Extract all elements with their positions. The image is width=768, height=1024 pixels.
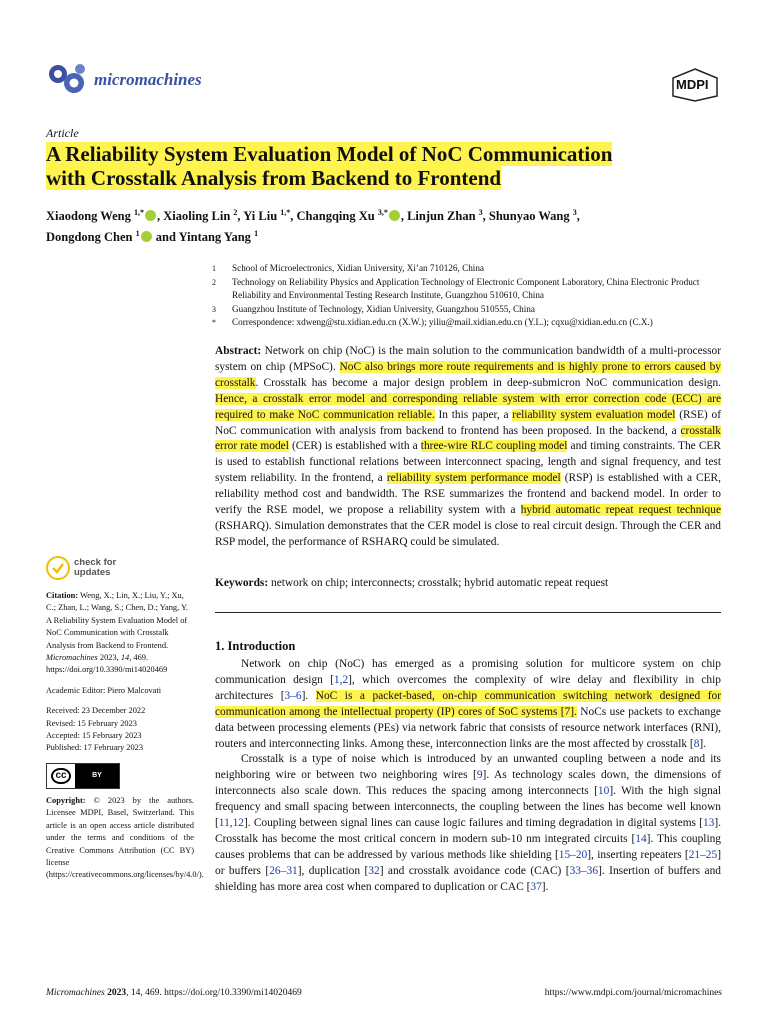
citation: Citation: Weng, X.; Lin, X.; Liu, Y.; Xu, C.; Zhan, L.; Wang, S.; Chen, D.; Yang, Y. A Reliability System Evaluation Model of NoC Communication with Crosstalk Analysis from Backend to Frontend. Micromachines 2023, 14, 469. https://doi.org/10.3390/mi14020469 [46,591,189,675]
keywords-label: Keywords: [215,577,269,589]
affiliation-row [212,276,732,303]
affiliations [212,262,732,330]
affiliation-text: Technology on Reliability Physics and Application Technology of Electronic Component Laboratory, China Electronic Product Reliability and Environmental Testing Research Institute, Guangzhou 510610, China [232,276,700,300]
check-for-updates-label: check for updates [74,557,117,578]
author-name[interactable]: Shunyao Wang [488,209,570,224]
author-affil-sup: 3 [572,208,577,217]
correspondence-text: Correspondence: xdweng@stu.xidian.edu.cn (X.W.); yiliu@mail.xidian.edu.cn (Y.L.); cqxu@xidian.edu.cn (C.X.) [232,317,653,327]
author-name[interactable]: Yintang Yang [178,230,251,245]
article-type: Article [46,126,79,140]
title-line-1: A Reliability System Evaluation Model of NoC Communication [46,142,613,166]
citation-link[interactable]: 33–36 [569,864,599,877]
orcid-icon[interactable] [145,210,156,221]
accepted-date: Accepted: 15 February 2023 [46,731,142,741]
divider [215,612,721,613]
revised-date: Revised: 15 February 2023 [46,718,137,728]
author-affil-sup: 1,* [134,208,144,217]
paragraph: Crosstalk is a type of noise which is introduced by an unwanted coupling between a node and its neighboring wire or between two neighboring wires [9]. As technology scales down, the dimensions of interconnects also scale down. This reduces the spacing among interconnects [10]. With the high signal frequency and small spacing between interconnects, the coupling between the lines has become well known [11,12]. Coupling between signal lines can cause logic failures and timing degradation in digital systems [13]. Crosstalk has become the most critical concern in modern sub-10 nm integrated circuits [14]. This coupling causes problems that can be addressed by various methods like shielding [15–20], inserting repeaters [21–25] or buffers [26–31], duplication [32] and crosstalk avoidance code (CAC) [33–36]. Insertion of buffers and shielding has more area cost when compared to duplication or CAC [37]. [215,753,722,893]
highlighted-text: crosstalk error rate model [215,424,721,453]
copyright: Copyright: © 2023 by the authors. Licensee MDPI, Basel, Switzerland. This article is an open access article distributed under the terms and conditions of the Creative Commons Attribution (CC BY) license (https://creativecommons.org/licenses/by/4.0/). [46,795,204,880]
paragraph: Network on chip (NoC) has emerged as a promising solution for multicore system on chip communication design [1,2], which overcomes the complexity of wire delay and flexibility in chip architectures [3–6]. NoC is a packet-based, on-chip communication switching network designed for communication among the intellectual property (IP) cores of SoC systems [7]. NoCs use packets to exchange data between processing elements (PEs) via network fabric that consists of resource network interfaces (RNI), routers and interconnecting links. Among these, interconnection links are the most affected by crosstalk [8]. [215,658,721,750]
highlighted-text: reliability system evaluation model [512,408,676,421]
affiliation-number: 1 [212,264,216,273]
highlighted-text: three-wire RLC coupling model [420,440,568,453]
affiliation-row [212,303,732,317]
affiliation-text: School of Microelectronics, Xidian University, Xi’an 710126, China [232,263,485,273]
abstract-text: Network on chip (NoC) is the main solution to the communication bandwidth of a multi-processor system on chip (MPSoC). [215,345,721,373]
affiliation-number: * [212,318,216,327]
citation-link[interactable]: 8 [693,737,700,750]
author-conjunction: and [155,230,176,245]
author-name[interactable]: Changqing Xu [296,209,375,224]
micromachines-logo-icon [46,62,88,96]
orcid-icon[interactable] [389,210,400,221]
abstract [215,344,721,551]
citation-link[interactable]: 26–31 [269,864,298,877]
author-name[interactable]: Xiaoling Lin [163,209,231,224]
affiliation-number: 3 [212,304,216,314]
citation-link[interactable]: 9 [476,769,483,782]
by-icon: BY [92,771,102,779]
author-affil-sup: 1 [135,229,140,239]
journal-name: micromachines [94,70,202,89]
affiliation-number: 2 [212,277,216,287]
received-date: Received: 23 December 2022 [46,706,146,716]
academic-editor: Academic Editor: Piero Malcovati [46,685,162,695]
cc-by-license-badge[interactable] [46,763,120,789]
affiliation-row [212,262,732,276]
abstract-text: (RSP) is established with a CER, reliability method cost and bandwidth. The RSE summarizes the frontend and backend model. In order to verify the RSE model, we propose a reliability system with a [215,472,721,517]
citation-link[interactable]: 15–20 [558,848,588,861]
citation-link[interactable]: 14 [635,832,647,845]
correspondence-row [212,316,732,330]
citation-link[interactable]: 3–6 [284,689,302,702]
keywords [215,577,721,589]
author-affil-sup: 3 [478,208,483,217]
citation-link[interactable]: 21–25 [688,848,718,861]
highlighted-text: hybrid automatic repeat request technique [520,504,721,517]
citation-link[interactable]: 32 [368,864,380,877]
citation-link[interactable]: 13 [702,817,715,830]
page-footer [46,988,722,998]
article-title [46,142,736,190]
author-name[interactable]: Yi Liu [243,209,278,224]
introduction-body [215,657,721,896]
highlighted-text: reliability system performance model [386,472,561,485]
mdpi-logo[interactable] [668,68,722,102]
author-affil-sup: 1,* [280,208,291,217]
section-heading: 1. Introduction [215,639,296,653]
check-for-updates-button[interactable] [46,556,194,580]
title-line-2: with Crosstalk Analysis from Backend to Frontend [46,166,502,190]
author-name[interactable]: Linjun Zhan [407,209,476,224]
abstract-text: (RSE) of NoC communication with analysis from backend to frontend has been proposed. In the backend, a [215,408,721,437]
highlighted-text: NoC is a packet-based, on-chip communication switching network designed for communication among the intellectual property (IP) cores of SoC systems [7]. [215,689,721,718]
abstract-label: Abstract: [215,345,262,357]
keywords-text: network on chip; interconnects; crosstalk; hybrid automatic repeat request [268,577,609,589]
journal-url-link[interactable]: https://www.mdpi.com/journal/micromachines [544,988,722,998]
author-affil-sup: 2 [233,208,238,217]
author-name[interactable]: Xiaodong Weng [46,209,131,224]
abstract-text: and timing constraints. The CER is used to establish functional relations between interconnect spacing, length and signal frequency, and test system reliability. In the frontend, a [215,440,721,485]
published-date: Published: 17 February 2023 [46,743,144,753]
abstract-text: (CER) is established with a [288,440,421,453]
abstract-text: (RSHARQ). Simulation demonstrates that the CER model is close to real circuit design. Through the CER and RSP model, the performance of RSHARQ could be simulated. [215,519,721,548]
citation-link[interactable]: 10 [597,785,610,798]
footer-citation: Micromachines 2023, 14, 469. https://doi.org/10.3390/mi14020469 [46,988,302,998]
check-icon [46,556,70,580]
affiliation-text: Guangzhou Institute of Technology, Xidian University, Guangzhou 510555, China [232,303,535,314]
cc-icon: cc [51,768,70,784]
author-affil-sup: 3,* [377,208,388,217]
abstract-text: In this paper, a [434,408,513,421]
author-affil-sup: 1 [254,229,259,239]
mdpi-logo-text: MDPI [676,77,709,92]
highlighted-text: NoC also brings more route requirements and is highly prone to errors caused by crosstalk [215,360,722,389]
highlighted-text: Hence, a crosstalk error model and corresponding reliable system with error correction code (ECC) are required to make NoC communication reliable. [215,392,721,421]
author-name[interactable]: Dongdong Chen [46,230,133,245]
abstract-text: . Crosstalk has become a major design problem in deep-submicron NoC communication design. [255,376,721,389]
citation-link[interactable]: 11,12 [218,817,245,830]
citation-link[interactable]: 1,2 [333,673,349,686]
citation-link[interactable]: 37 [530,880,542,893]
sidebar [46,556,204,890]
author-list: Xiaodong Weng $^{1,*}$ , Xiaoling Lin $^2$, Yi Liu $^{1,*}$, Changqing Xu $^{3,*}$ , Linjun Zhan $^3$, Shunyao Wang $^3$, Dongdong Chen $^1$ and Yintang Yang $^1$ [46,208,580,245]
orcid-icon[interactable] [141,231,152,242]
